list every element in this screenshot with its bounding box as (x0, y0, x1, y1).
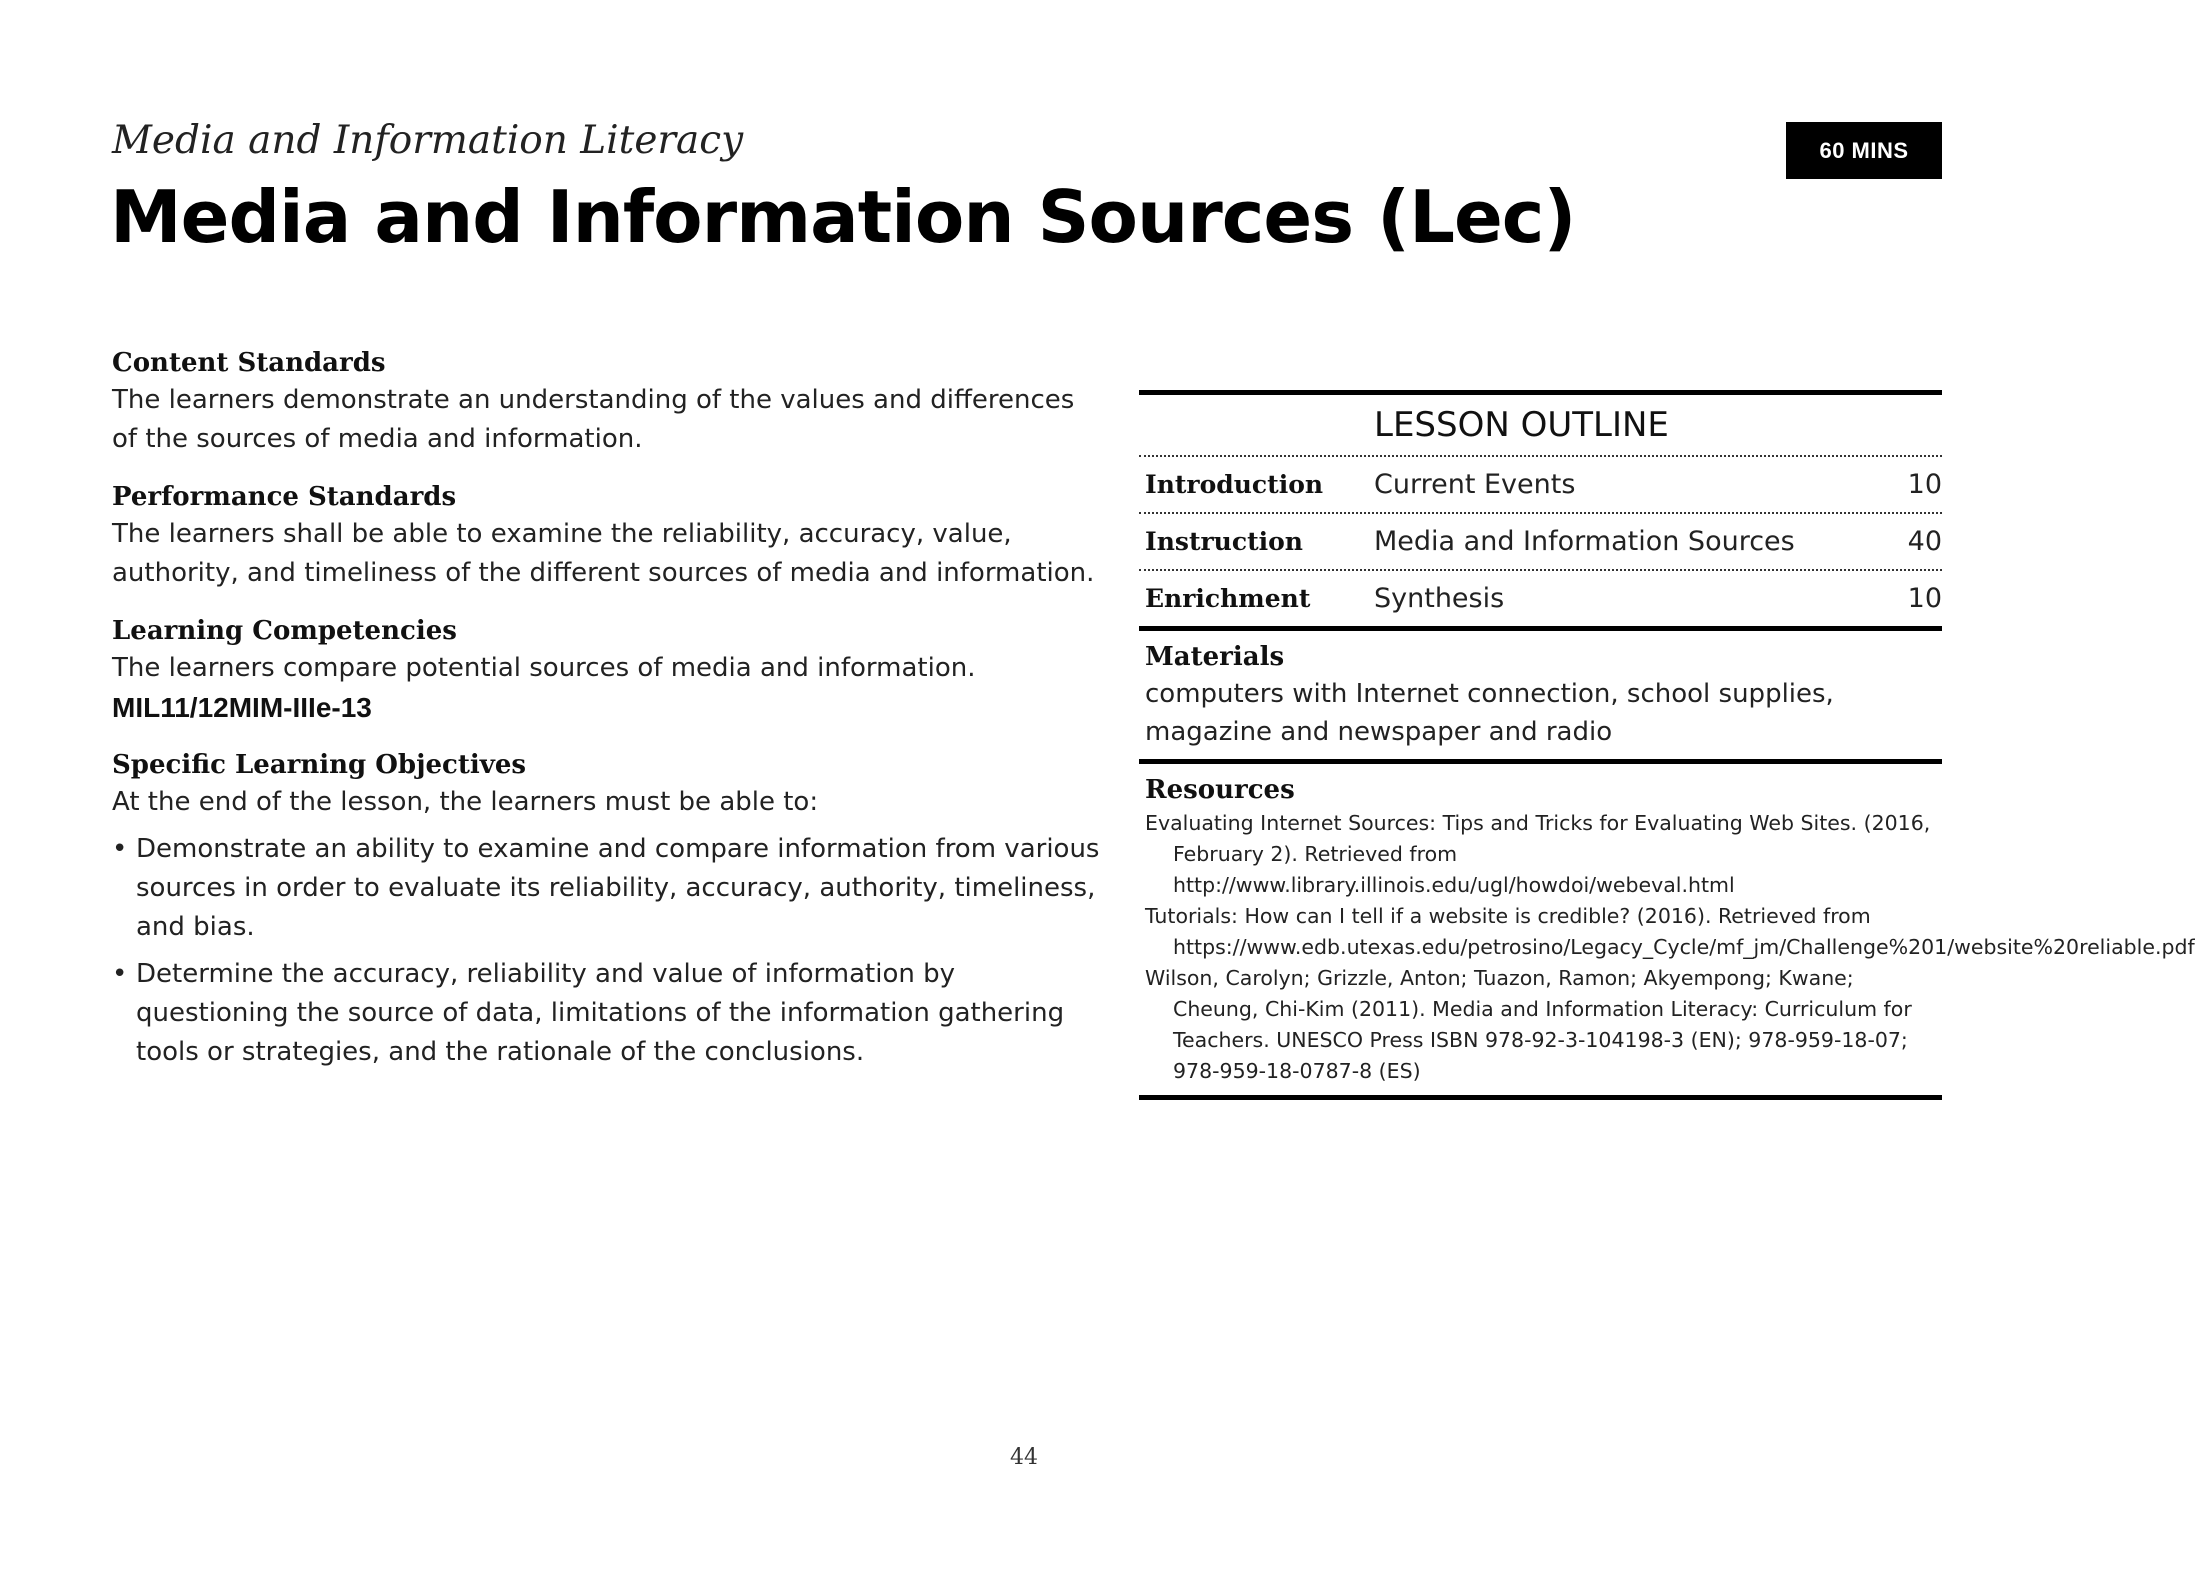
list-item (112, 830, 1102, 947)
competency-code: MIL11/12MIM-IIIe-13 (112, 692, 372, 723)
resource-item: Wilson, Carolyn; Grizzle, Anton; Tuazon, Ramon; Akyempong; Kwane; Cheung, Chi-Kim (2011). Media and Information Literacy: Curriculum for Teachers. UNESCO Press ISBN 978-92-3-104198-3 (EN); 978-959-18-07; 978-959-18-0787-8 (ES) (1145, 966, 1912, 1083)
standards-column (112, 345, 1102, 1092)
divider (1139, 1095, 1942, 1100)
outline-row-instruction (1139, 514, 1942, 569)
lesson-outline-title: LESSON OUTLINE (1374, 405, 1669, 445)
outline-phase: Enrichment (1145, 584, 1311, 613)
materials-heading: Materials (1145, 642, 1285, 672)
content-standards-body: The learners demonstrate an understanding of the values and differences of the sources of media and information. (112, 385, 1075, 454)
bullet-icon: • (112, 834, 128, 864)
learning-objectives-intro: At the end of the lesson, the learners must be able to: (112, 787, 819, 817)
resource-item: Evaluating Internet Sources: Tips and Tricks for Evaluating Web Sites. (2016, February 2). Retrieved from http://www.library.illinois.edu/ugl/howdoi/webeval.html (1145, 811, 1931, 897)
content-standards-section (112, 345, 1102, 459)
outline-topic: Current Events (1374, 469, 1576, 500)
resources-heading: Resources (1145, 775, 1295, 805)
objective-text: Demonstrate an ability to examine and compare information from various sources in order to evaluate its reliability, accuracy, authority, timeliness, and bias. (136, 834, 1100, 942)
outline-phase: Introduction (1145, 470, 1324, 499)
learning-competencies-heading: Learning Competencies (112, 616, 457, 646)
outline-topic: Synthesis (1374, 583, 1505, 614)
learning-competencies-body: The learners compare potential sources of media and information. (112, 653, 976, 683)
page-title: Media and Information Sources (Lec) (110, 175, 1576, 259)
outline-topic: Media and Information Sources (1374, 526, 1795, 557)
subject-title: Media and Information Literacy (112, 118, 744, 163)
performance-standards-heading: Performance Standards (112, 482, 457, 512)
outline-phase: Instruction (1145, 527, 1303, 556)
learning-objectives-heading: Specific Learning Objectives (112, 750, 527, 780)
lesson-outline-panel (1139, 390, 2195, 1100)
duration-badge: 60 MINS (1786, 122, 1942, 179)
learning-objectives-section (112, 747, 1102, 1072)
content-standards-heading: Content Standards (112, 348, 386, 378)
materials-section (1139, 631, 1942, 759)
resources-section (1139, 764, 2195, 1095)
objectives-list (112, 830, 1102, 1072)
outline-minutes: 10 (1907, 583, 1942, 614)
outline-minutes: 10 (1907, 469, 1942, 500)
materials-body: computers with Internet connection, school supplies, magazine and newspaper and radio (1145, 679, 1834, 747)
resource-item: Tutorials: How can I tell if a website is credible? (2016). Retrieved from https://www.edb.utexas.edu/petrosino/Legacy_Cycle/mf_jm/Challenge%201/website%20reliable.pdf (1145, 904, 2195, 959)
outline-row-enrichment (1139, 571, 1942, 626)
bullet-icon: • (112, 959, 128, 989)
objective-text: Determine the accuracy, reliability and value of information by questioning the source of data, limitations of the information gathering tools or strategies, and the rationale of the conclusions. (136, 959, 1065, 1067)
page-number: 44 (1010, 1445, 1038, 1470)
outline-row-introduction (1139, 457, 1942, 512)
performance-standards-body: The learners shall be able to examine the reliability, accuracy, value, authority, and timeliness of the different sources of media and information. (112, 519, 1095, 588)
outline-minutes: 40 (1907, 526, 1942, 557)
list-item (112, 955, 1102, 1072)
performance-standards-section (112, 479, 1102, 593)
learning-competencies-section (112, 613, 1102, 727)
